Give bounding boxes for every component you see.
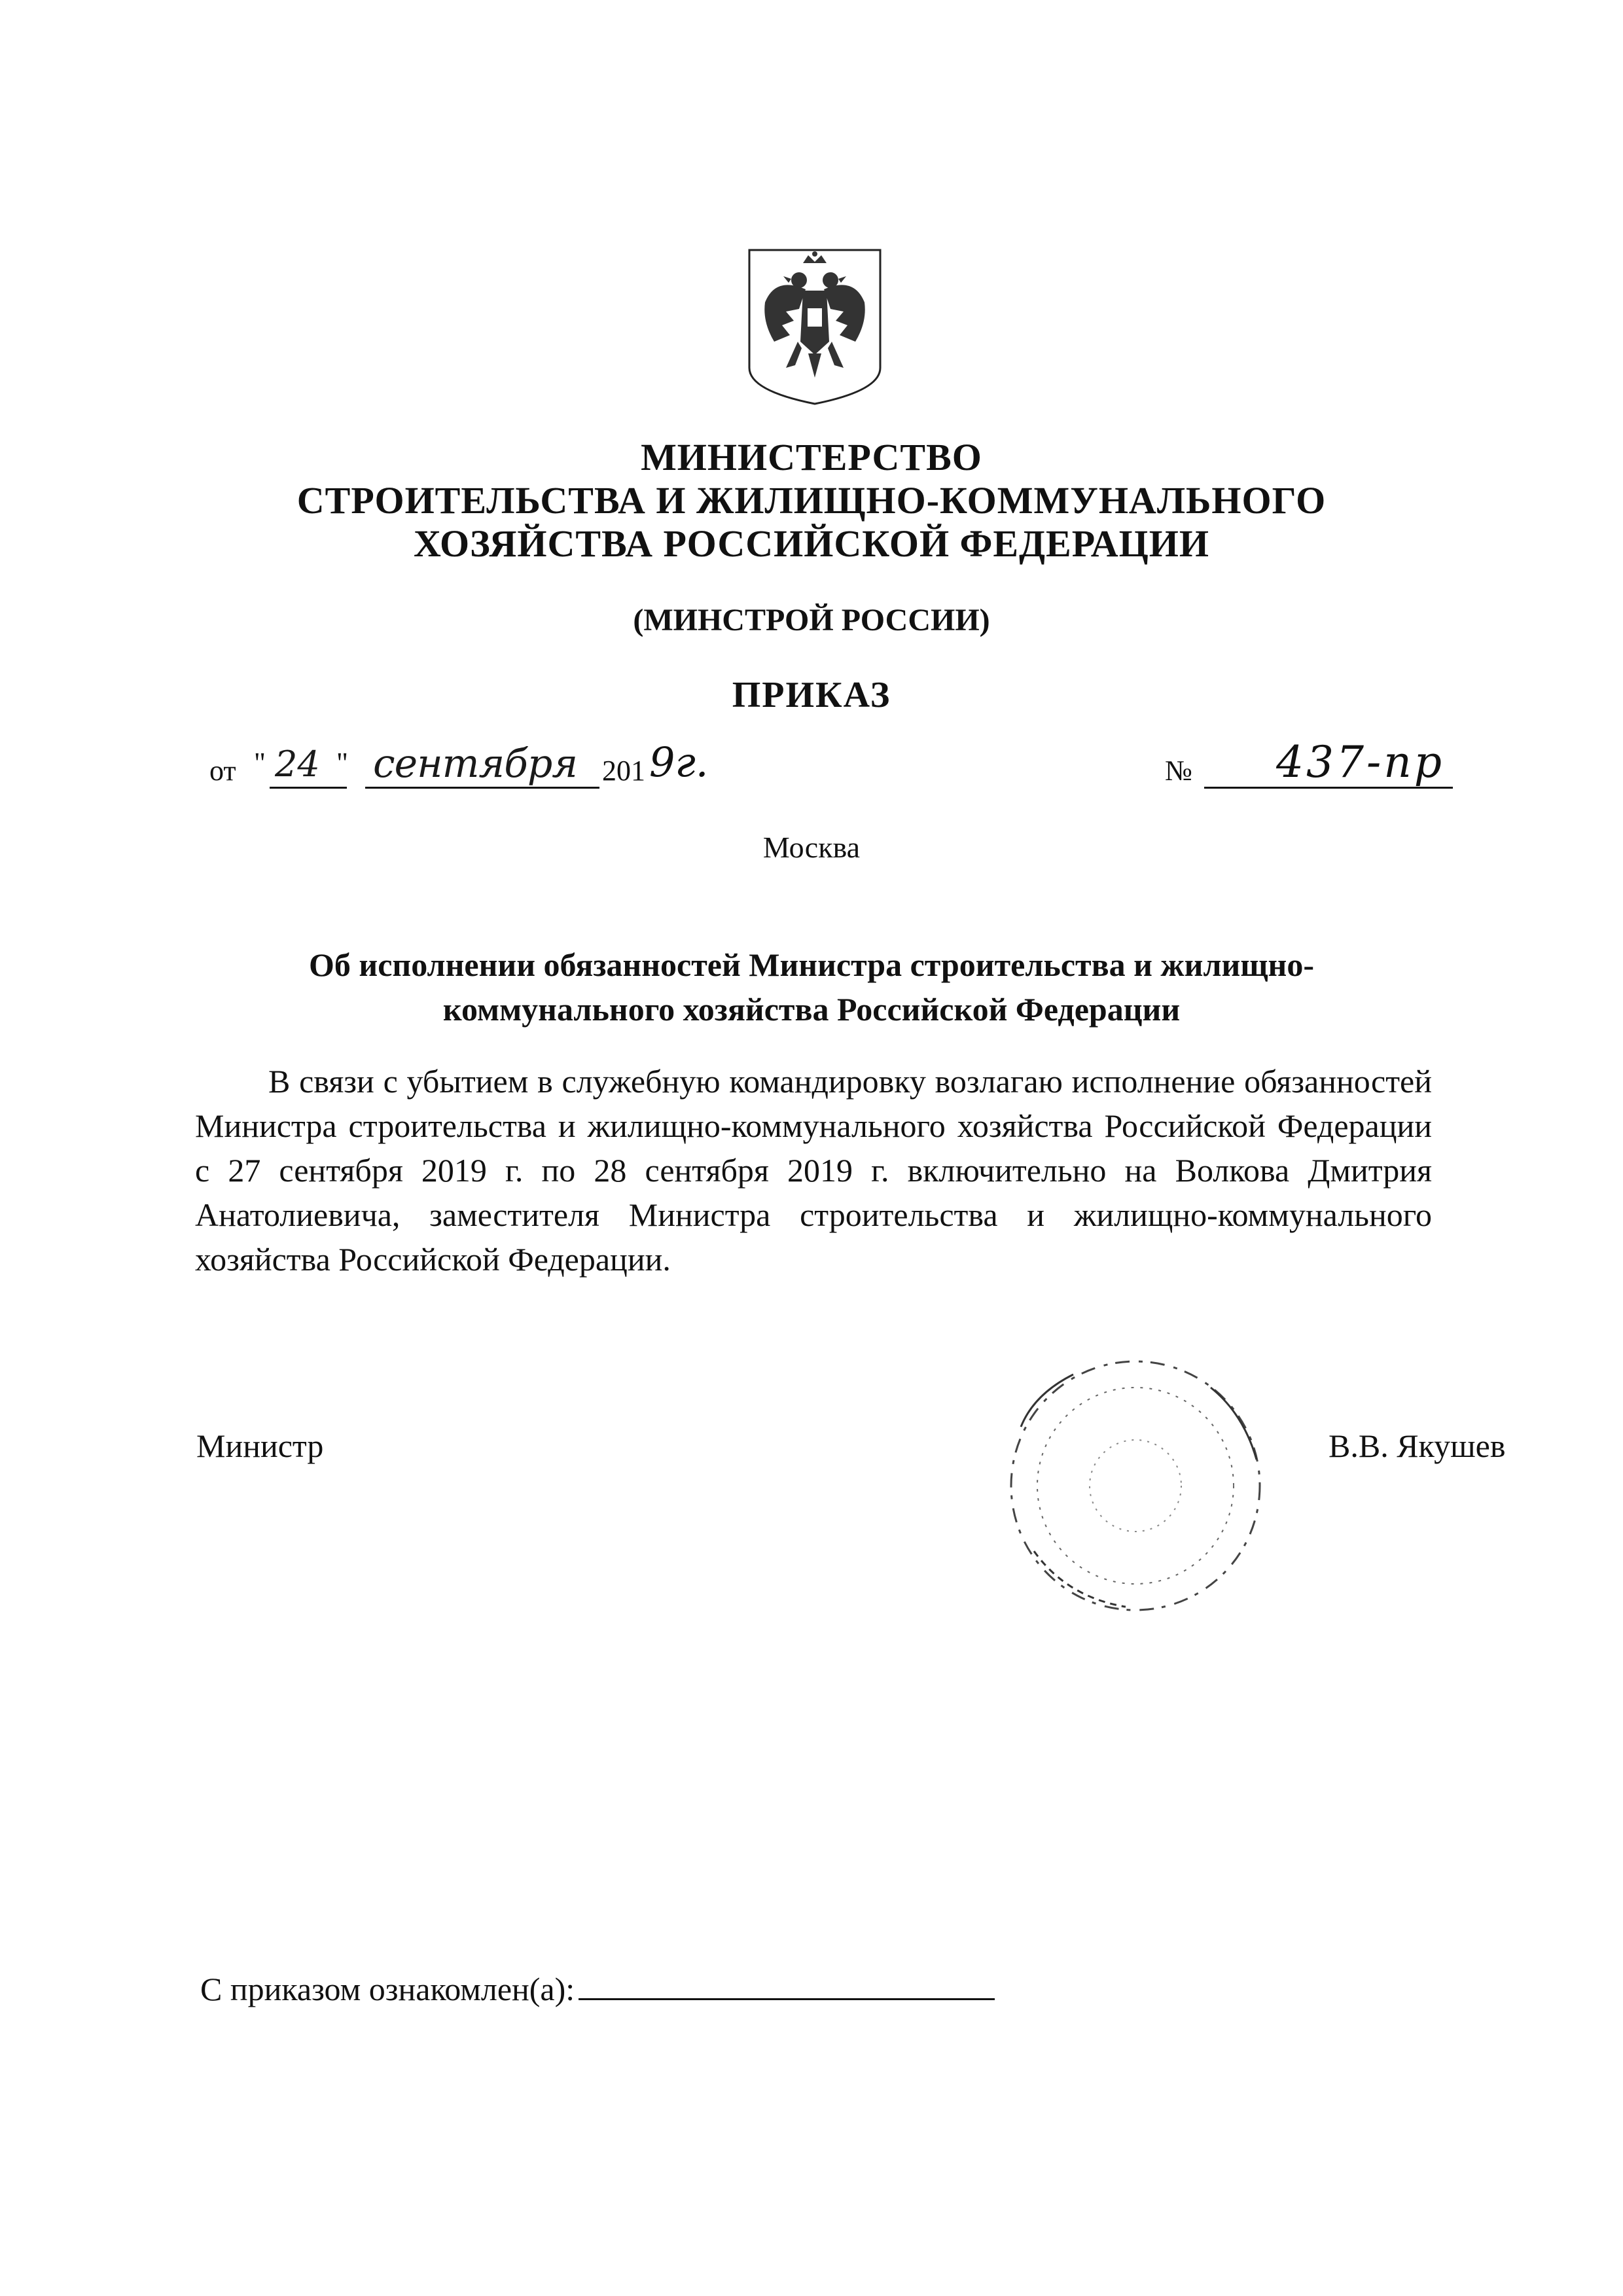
date-close-quote: " <box>336 747 348 779</box>
number-prefix: № <box>1165 755 1192 787</box>
date-prefix: от <box>209 755 236 787</box>
ministry-short-name: (МИНСТРОЙ РОССИИ) <box>633 603 990 637</box>
seal-stamp <box>995 1348 1276 1623</box>
date-field <box>209 738 709 792</box>
acknowledgement-signature-line <box>579 1972 995 2000</box>
ministry-name <box>0 436 1623 565</box>
order-number-handwritten: 437-пр <box>1276 737 1445 787</box>
date-open-quote: " <box>254 747 266 779</box>
date-year-prefix: 201 <box>602 755 645 787</box>
subject-line: коммунального хозяйства Российской Федерации <box>442 991 1181 1028</box>
date-day-handwritten: 24 <box>275 744 320 785</box>
coat-of-arms-emblem <box>743 243 887 407</box>
document-subject <box>0 942 1623 1031</box>
signer-title: Министр <box>196 1427 324 1464</box>
month-underline <box>365 787 599 789</box>
body-paragraph: В связи с убытием в служебную командировку возлагаю исполнение обязанностей Министра строительства и жилищно-коммунального хозяйства Российской Федерации с 27 сентября 2019 г. по 28 сентября 2019 г. включительно на Волкова Дмитрия Анатолиевича, заместителя Министра строительства и жилищно-коммунального хозяйства Российской Федерации. <box>195 1063 1432 1278</box>
ministry-name-line: МИНИСТЕРСТВО <box>641 436 982 478</box>
order-number-field <box>1165 737 1453 792</box>
subject-line: Об исполнении обязанностей Министра строительства и жилищно- <box>309 946 1314 983</box>
day-underline <box>270 787 347 789</box>
acknowledgement-label: С приказом ознакомлен(а): <box>200 1971 575 2007</box>
date-month-handwritten: сентября <box>373 741 578 787</box>
ministry-name-line: ХОЗЯЙСТВА РОССИЙСКОЙ ФЕДЕРАЦИИ <box>414 522 1209 565</box>
document-type-title: ПРИКАЗ <box>732 675 891 715</box>
signer-name: В.В. Якушев <box>1329 1427 1506 1464</box>
ministry-name-line: СТРОИТЕЛЬСТВА И ЖИЛИЩНО-КОММУНАЛЬНОГО <box>296 479 1327 522</box>
city: Москва <box>762 831 861 864</box>
acknowledgement-line <box>200 1970 995 2008</box>
date-year-handwritten: 9г. <box>649 738 709 786</box>
